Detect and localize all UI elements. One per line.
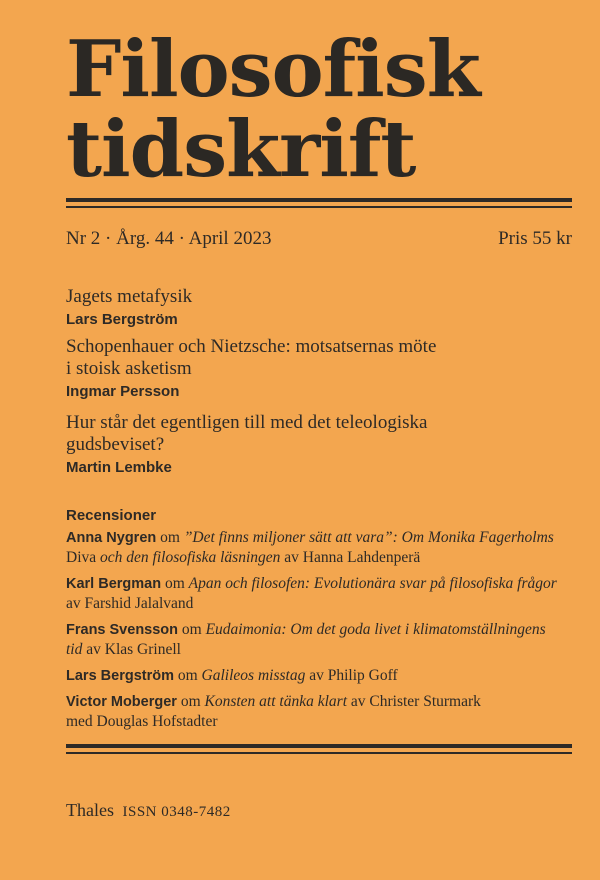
reviewed-work-author: av Philip Goff [309, 667, 398, 684]
article-title: Hur står det egentligen till med det teleologiska [66, 412, 428, 433]
reviewer-name: Anna Nygren [66, 530, 157, 546]
reviewed-work: Apan och filosofen: Evolutionära svar på filosofiska frågor [188, 575, 557, 592]
review-item [66, 574, 586, 614]
reviewed-work: Konsten att tänka klart [204, 693, 348, 710]
review-item [66, 620, 586, 660]
reviewer-name: Karl Bergman [66, 576, 162, 592]
reviewed-work-cont: och den filosofiska läsningen [100, 549, 281, 566]
reviewed-work-author: av Christer Sturmark [350, 693, 481, 710]
article-author: Martin Lembke [66, 459, 172, 476]
issn-label: ISSN [122, 804, 157, 820]
issue-info: Nr 2 · Årg. 44 · April 2023 [66, 228, 272, 249]
article-title-cont: i stoisk asketism [66, 358, 192, 379]
publisher-name: Thales [66, 800, 114, 820]
journal-title-line1: Filosofisk [66, 24, 480, 115]
reviewer-name: Victor Moberger [66, 694, 177, 710]
reviewed-work-author: av Klas Grinell [86, 641, 181, 658]
article-item [66, 412, 572, 478]
footer [66, 800, 231, 821]
review-om: om [164, 575, 185, 592]
article-author: Ingmar Persson [66, 383, 180, 400]
top-rule-thick [66, 198, 572, 202]
reviewed-work: Eudaimonia: Om det goda livet i klimatomställningens [205, 621, 546, 638]
review-item [66, 692, 586, 732]
article-title: Schopenhauer och Nietzsche: motsatsernas möte [66, 336, 437, 357]
review-om: om [177, 667, 198, 684]
reviews-heading: Recensioner [66, 507, 157, 524]
issn-number: 0348-7482 [161, 804, 231, 820]
article-title-cont: gudsbeviset? [66, 434, 165, 455]
review-om: om [180, 693, 201, 710]
reviewer-name: Lars Bergström [66, 668, 174, 684]
article-title: Jagets metafysik [66, 286, 193, 307]
reviews-section [66, 506, 586, 732]
review-item [66, 528, 586, 568]
article-item [66, 286, 572, 330]
reviewed-work-title: Diva [66, 549, 97, 566]
reviewer-name: Frans Svensson [66, 622, 179, 638]
article-author: Lars Bergström [66, 311, 178, 328]
issue-line [66, 228, 572, 250]
review-om: om [160, 529, 180, 546]
issn [122, 804, 230, 820]
review-om: om [181, 621, 202, 638]
review-item [66, 666, 586, 686]
reviewed-work-author: av Farshid Jalalvand [66, 595, 194, 612]
reviewed-work: ”Det finns miljoner sätt att vara”: Om Monika Fagerholms [183, 529, 554, 546]
top-rule-thin [66, 206, 572, 208]
journal-title-line2: tidskrift [66, 104, 416, 195]
issue-price: Pris 55 kr [498, 228, 572, 249]
reviewed-work: Galileos misstag [201, 667, 306, 684]
reviewed-work-coauthor: med Douglas Hofstadter [66, 713, 218, 730]
article-item [66, 336, 572, 402]
bottom-rule-thick [66, 744, 572, 748]
reviewed-work-author: av Hanna Lahdenperä [284, 549, 421, 566]
bottom-rule-thin [66, 752, 572, 754]
reviewed-work-cont: tid [66, 641, 83, 658]
